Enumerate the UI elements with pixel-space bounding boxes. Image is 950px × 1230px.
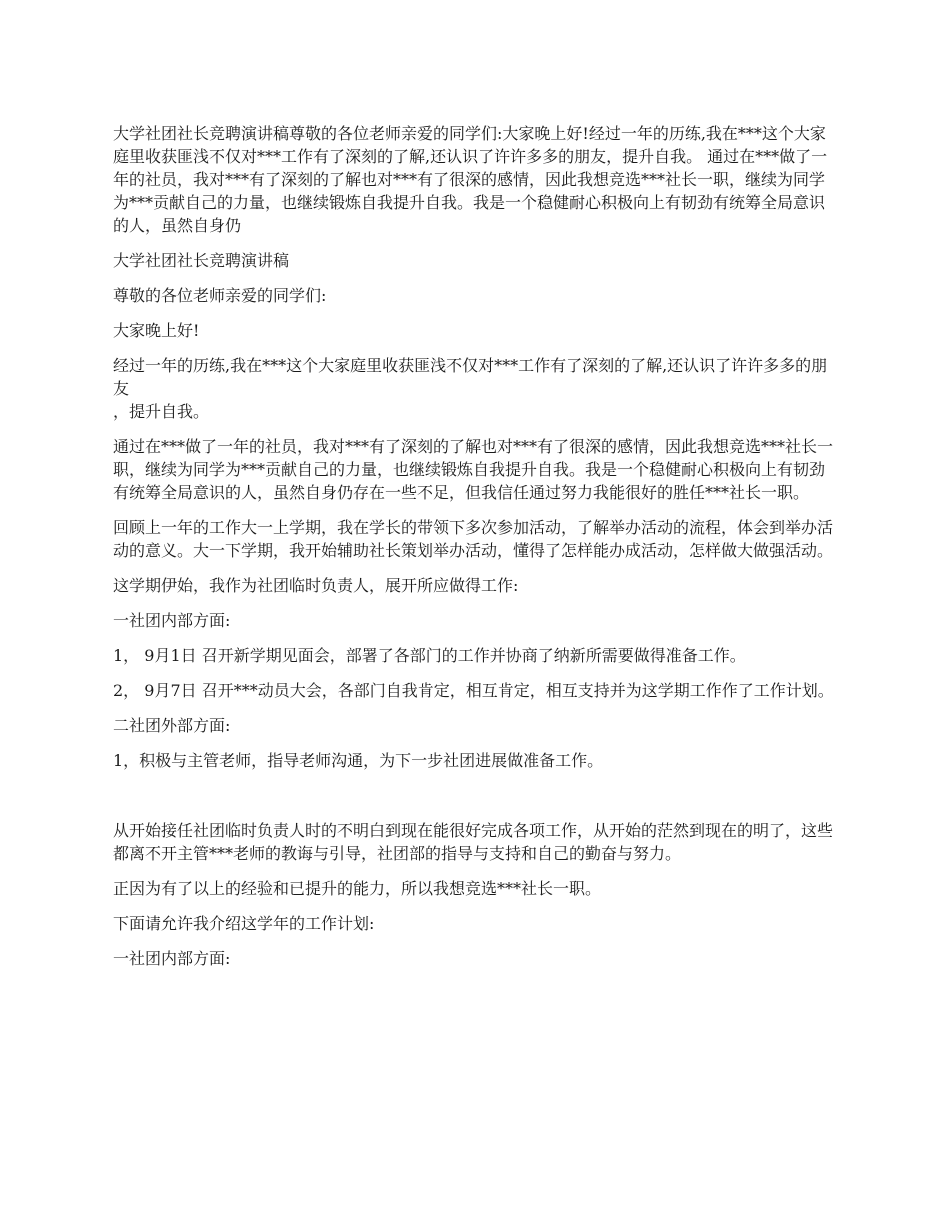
greeting: 大家晚上好!: [113, 321, 200, 340]
heading-external: 二社团外部方面:: [113, 716, 231, 735]
list-item-2: 2， 9月7日 召开***动员大会，各部门自我肯定，相互肯定，相互支持并为这学期工作作了工作计划。: [113, 681, 834, 700]
paragraph-experience: 经过一年的历练,我在***这个大家庭里收获匪浅不仅对***工作有了深刻的了解,还认识了许许多多的朋友 ，提升自我。: [113, 356, 828, 421]
list-item-1: 1， 9月1日 召开新学期见面会，部署了各部门的工作并协商了纳新所需要做得准备工作。: [113, 646, 746, 665]
heading-internal-plan: 一社团内部方面:: [113, 949, 231, 968]
spacer: [113, 784, 838, 819]
intro-paragraph: 大学社团社长竞聘演讲稿尊敬的各位老师亲爱的同学们:大家晚上好!经过一年的历练,我在***这个大家庭里收获匪浅不仅对***工作有了深刻的了解,还认识了许许多多的朋友，提升自我。 通过在***做了一年的社员，我对***有了深刻的了解也对***有了很深的感情，因此我想竞选***社长一职，继续为同学为***贡献自己的力量，也继续锻炼自我提升自我。我是一个稳健耐心积极向上有韧劲有统筹全局意识的人，虽然自身仍: [113, 124, 828, 235]
paragraph-candidacy: 正因为有了以上的经验和已提升的能力，所以我想竞选***社长一职。: [113, 879, 602, 898]
salutation: 尊敬的各位老师亲爱的同学们:: [113, 286, 327, 305]
paragraph-motivation: 通过在***做了一年的社员，我对***有了深刻的了解也对***有了很深的感情，因此我想竞选***社长一职，继续为同学为***贡献自己的力量，也继续锻炼自我提升自我。我是一个稳健耐心积极向上有韧劲有统筹全局意识的人，虽然自身仍存在一些不足，但我信任通过努力我能很好的胜任***社长一职。: [113, 437, 834, 502]
paragraph-reflection: 从开始接任社团临时负责人时的不明白到现在能很好完成各项工作，从开始的茫然到现在的明了，这些都离不开主管***老师的教诲与引导，社团部的指导与支持和自己的勤奋与努力。: [113, 821, 834, 863]
paragraph-plan-intro: 下面请允许我介绍这学年的工作计划:: [113, 914, 375, 933]
list-item-external-1: 1，积极与主管老师，指导老师沟通，为下一步社团进展做准备工作。: [113, 751, 604, 770]
paragraph-review: 回顾上一年的工作大一上学期，我在学长的带领下多次参加活动，了解举办活动的流程，体会到举办活动的意义。大一下学期，我开始辅助社长策划举办活动，懂得了怎样能办成活动，怎样做大做强活动。: [113, 518, 834, 560]
paragraph-semester-start: 这学期伊始，我作为社团临时负责人，展开所应做得工作:: [113, 576, 519, 595]
document-title: 大学社团社长竞聘演讲稿: [113, 251, 290, 270]
heading-internal: 一社团内部方面:: [113, 611, 231, 630]
